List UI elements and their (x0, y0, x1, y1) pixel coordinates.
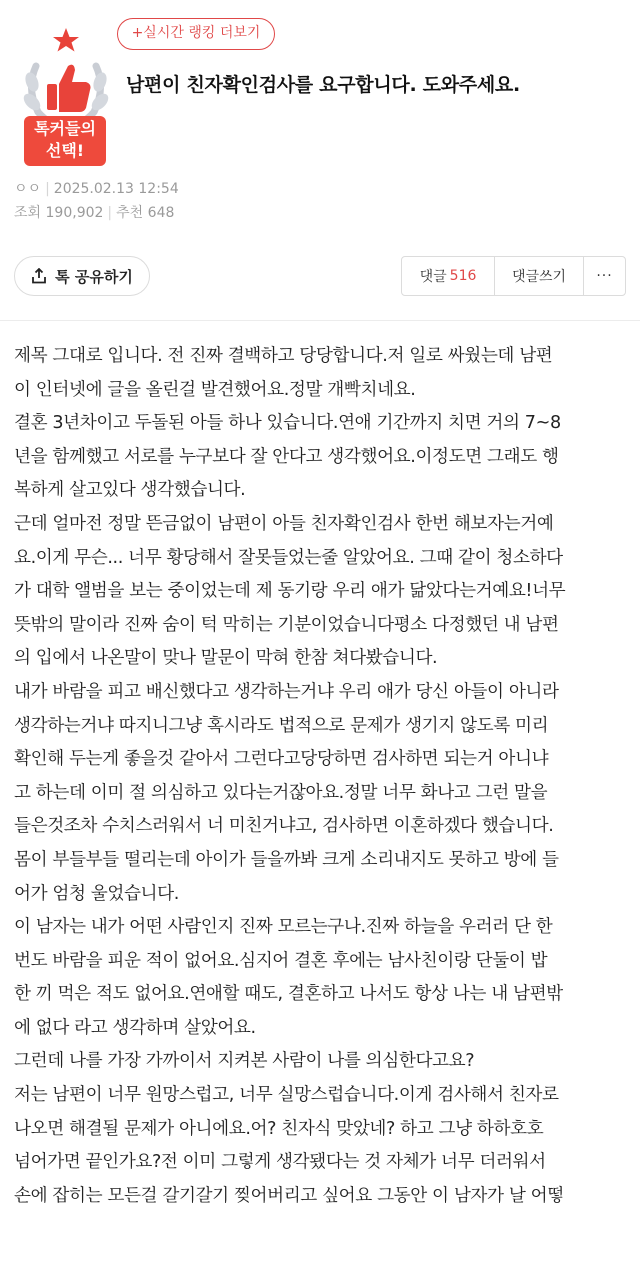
body-line: 년을 함께했고 서로를 누구보다 잘 안다고 생각했어요.이정도면 그래도 행 (14, 446, 559, 467)
share-button[interactable] (14, 256, 150, 296)
more-options-button[interactable]: ··· (596, 268, 613, 284)
body-line: 들은것조차 수치스러워서 너 미친거냐고, 검사하면 이혼하겠다 했습니다. (14, 816, 554, 837)
body-line: 근데 얼마전 정말 뜬금없이 남편이 아들 친자확인검사 한번 해보자는거예 (14, 513, 554, 534)
post-header (0, 0, 640, 320)
post-body (14, 340, 628, 1213)
comments-button[interactable] (402, 257, 495, 295)
body-line: 몸이 부들부들 떨리는데 아이가 들을까봐 크게 소리내지도 못하고 방에 들 (14, 849, 559, 870)
body-line: 이 남자는 내가 어떤 사람인지 진짜 모르는구나.진짜 하늘을 우러러 단 한 (14, 917, 553, 938)
body-line: 고 하는데 이미 절 의심하고 있다는거잖아요.정말 너무 화나고 그런 말을 (14, 782, 548, 803)
body-line: 결혼 3년차이고 두돌된 아들 하나 있습니다.연애 기간까지 치면 거의 7~8 (14, 413, 561, 434)
author-name: ㅇㅇ (14, 181, 42, 197)
meta-separator: | (107, 205, 113, 221)
body-line: 뜻밖의 말이라 진짜 숨이 턱 막히는 기분이었습니다평소 다정했던 내 남편 (14, 614, 559, 635)
body-line: 의 입에서 나온말이 맞나 말문이 막혀 한참 쳐다봤습니다. (14, 648, 438, 669)
views-count: 190,902 (45, 205, 104, 221)
post-meta-stats (14, 202, 174, 222)
body-line: 나오면 해결될 문제가 아니에요.어? 친자식 맞았네? 하고 그냥 하하호호 (14, 1118, 544, 1139)
body-line: 이 인터넷에 글을 올린걸 발견했어요.정말 개빡치네요. (14, 379, 416, 400)
badge-label (24, 118, 106, 162)
badge-line-1: 톡커들의 (34, 119, 96, 138)
realtime-ranking-button[interactable]: +실시간 랭킹 더보기 (117, 18, 275, 50)
body-line: 에 없다 라고 생각하며 살았어요. (14, 1017, 256, 1038)
body-line: 저는 남편이 너무 원망스럽고, 너무 실망스럽습니다.이게 검사해서 친자로 (14, 1085, 559, 1106)
comments-label: 댓글 (419, 269, 447, 285)
body-line: 복하게 살고있다 생각했습니다. (14, 480, 246, 501)
recommend-label: 추천 (116, 205, 144, 221)
body-line: 제목 그대로 입니다. 전 진짜 결백하고 당당합니다.저 일로 싸웠는데 남편 (14, 346, 553, 366)
meta-separator: | (45, 181, 50, 197)
post-action-group (401, 256, 626, 296)
post-title: 남편이 친자확인검사를 요구합니다. 도와주세요. (126, 74, 520, 96)
comments-count: 516 (449, 268, 477, 284)
body-line: 넘어가면 끝인가요?전 이미 그렇게 생각됐다는 것 자체가 너무 더러워서 (14, 1152, 546, 1173)
share-label: 톡 공유하기 (55, 267, 133, 286)
post-meta-author-date (14, 178, 179, 198)
write-comment-button[interactable]: 댓글쓰기 (495, 257, 584, 295)
views-label: 조회 (14, 205, 42, 221)
body-line: 가 대학 앨범을 보는 중이었는데 제 동기랑 우리 애가 닮았다는거예요!너무 (14, 581, 566, 602)
body-line: 번도 바람을 피운 적이 없어요.심지어 결혼 후에는 남사친이랑 단둘이 밥 (14, 950, 548, 971)
body-line: 손에 잡히는 모든걸 갈기갈기 찢어버리고 싶어요 그동안 이 남자가 날 어떻 (14, 1185, 564, 1206)
body-line: 요.이게 무슨... 너무 황당해서 잘못들었는줄 알았어요. 그때 같이 청소하다 (14, 547, 563, 568)
body-line: 확인해 두는게 좋을것 같아서 그런다고당당하면 검사하면 되는거 아니냐 (14, 749, 549, 770)
body-line: 생각하는거냐 따지니그냥 혹시라도 법적으로 문제가 생기지 않도록 미리 (14, 715, 549, 736)
share-icon (31, 268, 47, 284)
header-divider (0, 320, 640, 321)
body-line: 한 끼 먹은 적도 없어요.연애할 때도, 결혼하고 나서도 항상 나는 내 남편밖 (14, 984, 563, 1005)
badge-line-2: 선택! (45, 141, 85, 160)
body-line: 내가 바람을 피고 배신했다고 생각하는거냐 우리 애가 당신 아들이 아니라 (14, 681, 559, 702)
recommend-count: 648 (147, 205, 175, 221)
body-line: 어가 엄청 울었습니다. (14, 883, 179, 904)
post-date: 2025.02.13 12:54 (53, 181, 179, 197)
body-line: 그런데 나를 가장 가까이서 지켜본 사람이 나를 의심한다고요? (14, 1051, 475, 1072)
talkers-choice-badge (14, 26, 114, 166)
